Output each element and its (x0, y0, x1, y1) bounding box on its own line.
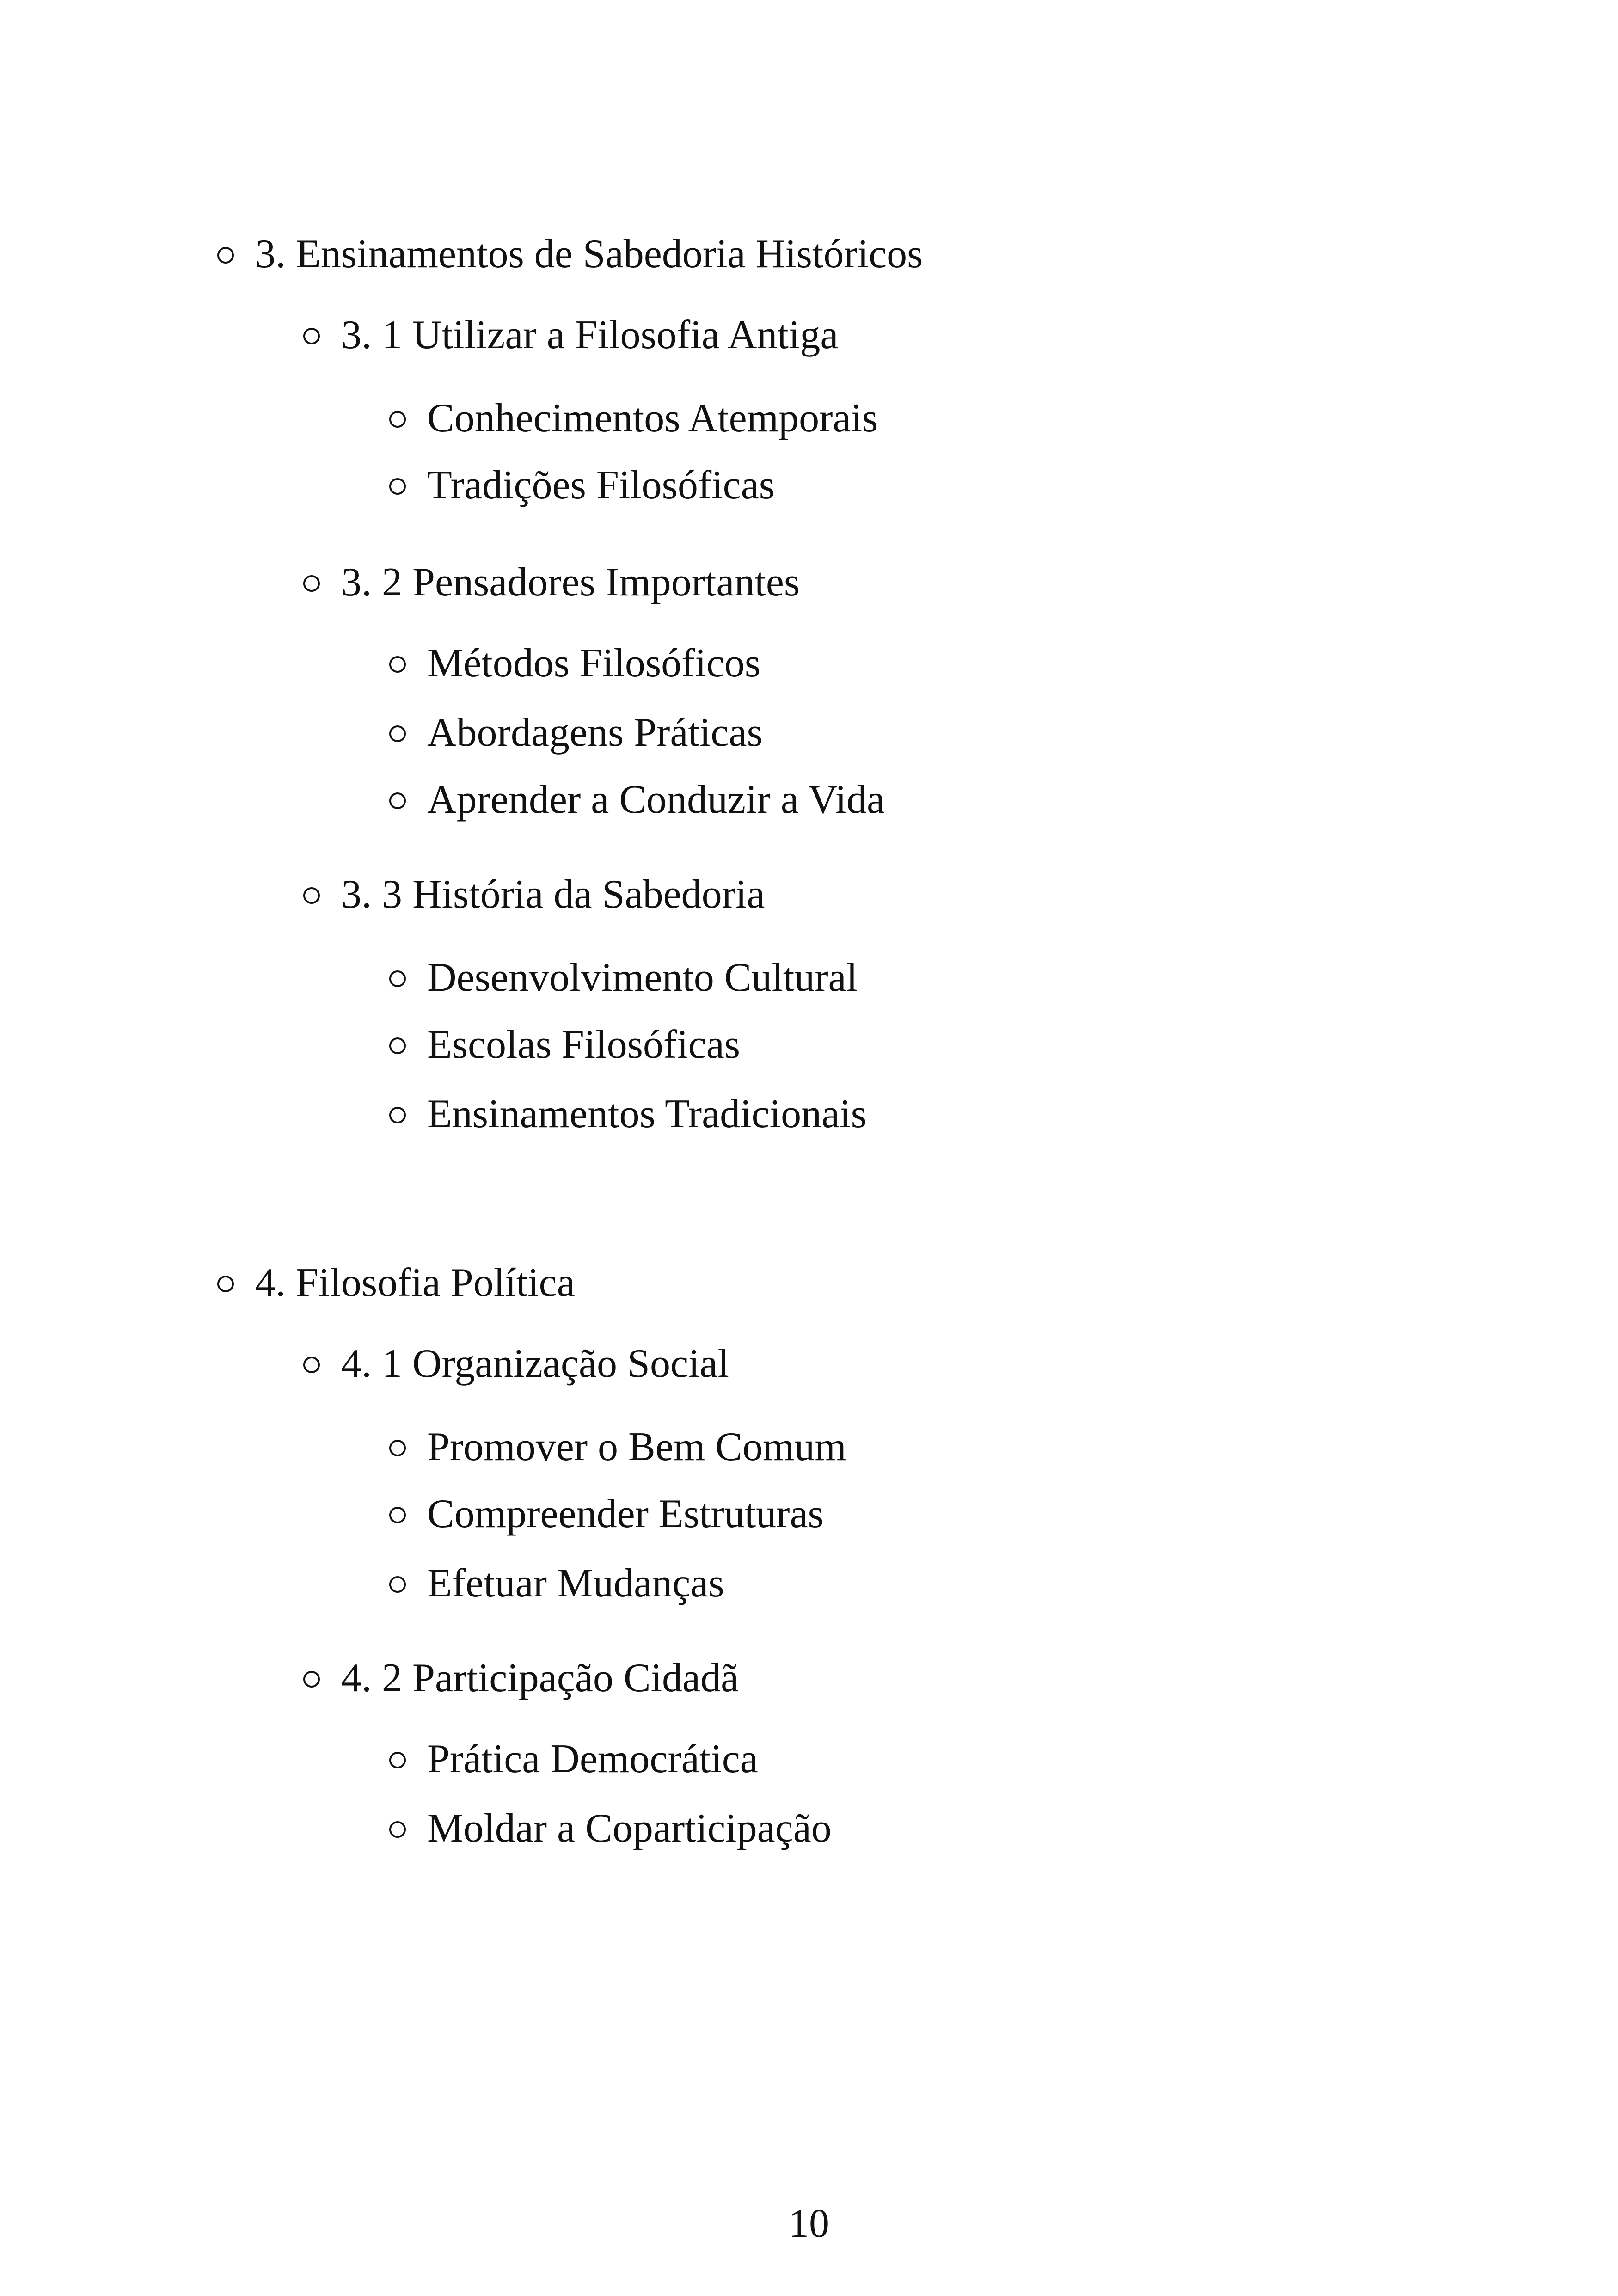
outline-subsection-3-1 (303, 312, 838, 358)
outline-subsection-4-1 (303, 1341, 729, 1387)
subsection-title: 3. 1 Utilizar a Filosofia Antiga (341, 313, 839, 357)
subsection-title: 3. 3 História da Sabedoria (341, 872, 765, 917)
hollow-circle-bullet-icon (303, 887, 320, 904)
outline-item-label: Moldar a Coparticipação (427, 1806, 832, 1851)
hollow-circle-bullet-icon (389, 1037, 406, 1054)
outline-item-label: Tradições Filosóficas (427, 463, 775, 508)
outline-item (389, 1424, 846, 1470)
outline-item (389, 1736, 758, 1782)
hollow-circle-bullet-icon (389, 1440, 406, 1456)
outline-item-label: Conhecimentos Atemporais (427, 396, 878, 441)
hollow-circle-bullet-icon (389, 478, 406, 495)
outline-item-label: Prática Democrática (427, 1737, 758, 1781)
outline-item (389, 777, 885, 823)
hollow-circle-bullet-icon (303, 328, 320, 344)
hollow-circle-bullet-icon (389, 792, 406, 809)
hollow-circle-bullet-icon (389, 1576, 406, 1593)
hollow-circle-bullet-icon (217, 247, 234, 264)
outline-item (389, 1091, 867, 1137)
hollow-circle-bullet-icon (217, 1276, 234, 1292)
subsection-title: 4. 2 Participação Cidadã (341, 1656, 739, 1701)
subsection-title: 3. 2 Pensadores Importantes (341, 560, 800, 605)
outline-item-label: Escolas Filosóficas (427, 1022, 741, 1067)
outline-item-label: Aprender a Conduzir a Vida (427, 777, 885, 822)
outline-subsection-4-2 (303, 1655, 739, 1701)
hollow-circle-bullet-icon (389, 725, 406, 742)
outline-item-label: Promover o Bem Comum (427, 1424, 846, 1469)
outline-item (389, 462, 775, 509)
outline-item (389, 1491, 824, 1537)
outline-item-label: Ensinamentos Tradicionais (427, 1092, 867, 1136)
section-title: 3. Ensinamentos de Sabedoria Históricos (255, 232, 923, 276)
outline-item (389, 640, 760, 687)
hollow-circle-bullet-icon (389, 656, 406, 673)
hollow-circle-bullet-icon (389, 1507, 406, 1523)
outline-item (389, 1022, 740, 1068)
hollow-circle-bullet-icon (303, 1671, 320, 1688)
outline-item-label: Abordagens Práticas (427, 710, 763, 755)
outline-item-label: Compreender Estruturas (427, 1492, 824, 1536)
outline-item (389, 955, 858, 1001)
hollow-circle-bullet-icon (303, 1357, 320, 1373)
hollow-circle-bullet-icon (389, 970, 406, 987)
outline-item (389, 710, 763, 756)
outline-item (389, 395, 878, 442)
hollow-circle-bullet-icon (303, 575, 320, 592)
hollow-circle-bullet-icon (389, 411, 406, 428)
outline-item (389, 1805, 832, 1852)
outline-section-3 (217, 231, 923, 277)
hollow-circle-bullet-icon (389, 1821, 406, 1838)
page-number: 10 (789, 2201, 829, 2246)
hollow-circle-bullet-icon (389, 1752, 406, 1768)
outline-item-label: Desenvolvimento Cultural (427, 955, 858, 1000)
outline-subsection-3-3 (303, 872, 765, 918)
outline-subsection-3-2 (303, 559, 800, 606)
outline-item (389, 1560, 724, 1607)
outline-item-label: Métodos Filosóficos (427, 641, 761, 686)
subsection-title: 4. 1 Organização Social (341, 1341, 729, 1386)
hollow-circle-bullet-icon (389, 1107, 406, 1123)
outline-section-4 (217, 1260, 575, 1306)
section-title: 4. Filosofia Política (255, 1260, 575, 1305)
outline-item-label: Efetuar Mudanças (427, 1561, 724, 1606)
